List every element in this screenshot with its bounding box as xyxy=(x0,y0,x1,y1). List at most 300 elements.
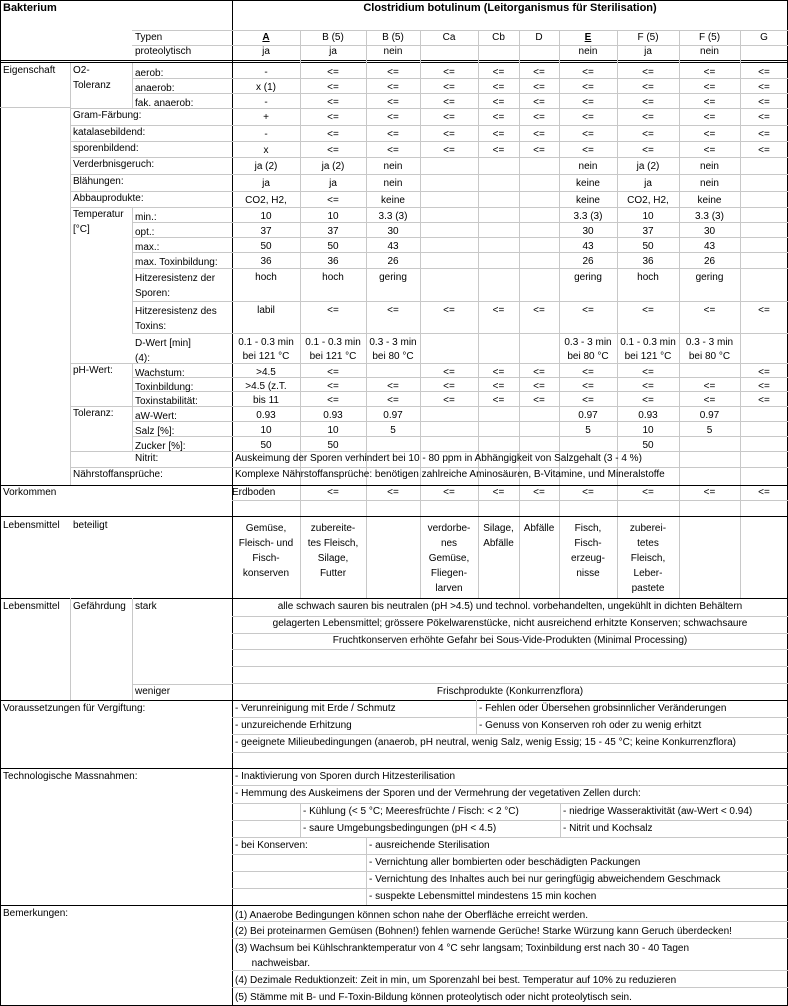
value-cell: ja (2) xyxy=(636,161,660,172)
voraussetzung-item: - Fehlen oder Übersehen grobsinnlicher Veränderungen xyxy=(479,703,727,714)
value-cell: labil xyxy=(257,305,275,316)
property-label: Gram-Färbung: xyxy=(73,110,142,121)
vorkommen-value: <= xyxy=(582,487,594,498)
bemerkung-note: (2) Bei proteinarmen Gemüsen (Bohnen!) fehlen warnende Gerüche! Starke Würzung kann Geruch überdecken! xyxy=(235,926,732,937)
type-header: F (5) xyxy=(637,32,659,43)
value-cell: <= xyxy=(703,129,716,140)
rule-line xyxy=(132,63,133,108)
value-cell: 0.1 - 0.3 min bei 121 °C xyxy=(238,337,294,362)
gefaehrdung-text: gelagerten Lebensmittel; grössere Pökelwarenstücke, nicht ausreichend erhitzte Konserven; schwachsaure xyxy=(272,618,748,629)
rule-line xyxy=(679,485,680,598)
value-cell: <= xyxy=(533,145,545,156)
rule-line xyxy=(70,467,788,468)
vorkommen-value: <= xyxy=(642,487,654,498)
value-cell: - xyxy=(264,97,268,108)
rule-line xyxy=(70,207,132,208)
voraussetzung-item: - unzureichende Erhitzung xyxy=(235,720,352,731)
bemerkung-note: (3) Wachsum bei Kühlschranktemperatur von 4 °C sehr langsam; Toxinbildung erst nach 30 - 40 Tagen nachweisbar. xyxy=(235,943,690,969)
subproperty-label: Hitzeresistenz des Toxins: xyxy=(135,306,217,332)
value-cell: - xyxy=(264,129,268,140)
property-label: Toleranz xyxy=(73,80,111,91)
bemerkungen-label: Bemerkungen: xyxy=(3,908,69,919)
value-cell: nein xyxy=(383,161,403,172)
value-cell: 50 xyxy=(642,440,654,451)
value-cell: <= xyxy=(582,381,594,392)
value-cell: 3.3 (3) xyxy=(378,211,408,222)
konserven-item: - ausreichende Sterilisation xyxy=(369,840,490,851)
value-cell: CO2, H2, xyxy=(627,195,669,206)
value-cell: 37 xyxy=(260,226,272,237)
value-cell: <= xyxy=(758,112,770,123)
beteiligt-value: verdorbe- nes Gemüse, Fliegen- larven xyxy=(427,523,471,594)
weniger-label: weniger xyxy=(135,686,171,697)
bakterium-label: Bakterium xyxy=(3,2,57,14)
value-cell: <= xyxy=(758,97,770,108)
value-cell: <= xyxy=(582,97,594,108)
vorkommen-value: <= xyxy=(443,487,455,498)
vorkommen-value: <= xyxy=(492,487,505,498)
value-cell: <= xyxy=(327,395,339,406)
value-cell: <= xyxy=(327,367,339,378)
rule-line xyxy=(232,854,788,855)
value-cell: hoch xyxy=(255,272,277,283)
vorkommen-value: <= xyxy=(387,487,399,498)
nitrit-label: Nitrit: xyxy=(135,453,159,464)
rule-line xyxy=(0,107,70,108)
value-cell: <= xyxy=(492,367,505,378)
rule-line xyxy=(232,803,788,804)
rule-line xyxy=(0,485,788,486)
value-cell: 36 xyxy=(642,256,654,267)
rule-line xyxy=(519,485,520,598)
value-cell: <= xyxy=(387,97,399,108)
value-cell: 0.3 - 3 min bei 80 °C xyxy=(564,337,612,362)
type-header: F (5) xyxy=(698,32,721,43)
voraussetzungen-label: Voraussetzungen für Vergiftung: xyxy=(3,703,146,714)
value-cell: <= xyxy=(443,367,455,378)
massnahme-item: - Inaktivierung von Sporen durch Hitzesterilisation xyxy=(235,771,456,782)
value-cell: gering xyxy=(695,272,724,283)
subproperty-label: aerob: xyxy=(135,68,164,79)
value-cell: 3.3 (3) xyxy=(695,211,724,222)
value-cell: nein xyxy=(383,178,403,189)
rule-line xyxy=(70,191,788,192)
subproperty-label: D-Wert [min] (4): xyxy=(135,338,191,364)
rule-line xyxy=(366,485,367,598)
rule-line xyxy=(132,30,788,31)
value-cell: <= xyxy=(327,97,339,108)
rule-line xyxy=(70,174,788,175)
value-cell: hoch xyxy=(322,272,344,283)
rule-line xyxy=(70,598,71,700)
subproperty-label: aW-Wert: xyxy=(135,411,177,422)
massnahme-item: - Nitrit und Kochsalz xyxy=(563,823,653,834)
value-cell: 0.3 - 3 min bei 80 °C xyxy=(369,337,417,362)
rule-line xyxy=(132,207,133,333)
property-label: Toleranz: xyxy=(73,408,114,419)
rule-line xyxy=(0,0,788,1)
value-cell: <= xyxy=(443,82,455,93)
value-cell: <= xyxy=(758,145,770,156)
value-cell: <= xyxy=(443,67,455,78)
rule-line xyxy=(232,649,788,650)
subproperty-label: Toxinbildung: xyxy=(135,382,194,393)
proteolytic-value: ja xyxy=(329,46,337,57)
value-cell: <= xyxy=(327,129,339,140)
value-cell: <= xyxy=(327,82,339,93)
value-cell: <= xyxy=(582,112,594,123)
value-cell: <= xyxy=(642,145,654,156)
rule-line xyxy=(0,768,788,769)
value-cell: <= xyxy=(642,129,654,140)
value-cell: <= xyxy=(758,381,770,392)
value-cell: <= xyxy=(758,367,770,378)
value-cell: <= xyxy=(582,145,594,156)
value-cell: keine xyxy=(576,195,600,206)
value-cell: nein xyxy=(700,161,719,172)
konserven-item: - Vernichtung aller bombierten oder beschädigten Packungen xyxy=(369,857,641,868)
lebensmittel-label: Lebensmittel xyxy=(3,601,60,612)
value-cell: <= xyxy=(642,67,654,78)
rule-line xyxy=(232,785,788,786)
value-cell: 3.3 (3) xyxy=(573,211,603,222)
value-cell: >4.5 (z.T. xyxy=(245,381,287,392)
value-cell: 26 xyxy=(703,256,716,267)
value-cell: 0.97 xyxy=(383,410,403,421)
rule-line xyxy=(232,820,788,821)
value-cell: 0.93 xyxy=(256,410,276,421)
value-cell: <= xyxy=(387,381,399,392)
subproperty-label: fak. anaerob: xyxy=(135,98,194,109)
value-cell: <= xyxy=(443,305,455,316)
property-label: O2- xyxy=(73,65,90,76)
type-header: B (5) xyxy=(322,32,344,43)
value-cell: <= xyxy=(492,82,505,93)
value-cell: hoch xyxy=(637,272,659,283)
rule-line xyxy=(132,333,788,334)
rule-line xyxy=(0,516,788,517)
rule-line xyxy=(132,301,788,302)
rule-line xyxy=(0,60,788,61)
value-cell: 26 xyxy=(387,256,399,267)
value-cell: <= xyxy=(533,129,545,140)
value-cell: <= xyxy=(533,381,545,392)
value-cell: <= xyxy=(758,82,770,93)
konserven-label: - bei Konserven: xyxy=(235,840,308,851)
value-cell: <= xyxy=(582,67,594,78)
property-label: sporenbildend: xyxy=(73,143,139,154)
subproperty-label: anaerob: xyxy=(135,83,175,94)
value-cell: <= xyxy=(582,305,594,316)
value-cell: <= xyxy=(492,145,505,156)
proteolytisch-label: proteolytisch xyxy=(135,46,192,57)
value-cell: <= xyxy=(703,97,716,108)
proteolytic-value: ja xyxy=(262,46,270,57)
value-cell: 10 xyxy=(642,425,654,436)
value-cell: <= xyxy=(443,97,455,108)
property-label: katalasebildend: xyxy=(73,127,146,138)
subproperty-label: Toxinstabilität: xyxy=(135,396,198,407)
typen-label: Typen xyxy=(135,32,163,43)
beteiligt-value: Fisch, Fisch- erzeug- nisse xyxy=(571,523,605,579)
subproperty-label: max. Toxinbildung: xyxy=(135,257,218,268)
value-cell: 5 xyxy=(585,425,591,436)
type-header: G xyxy=(760,32,768,43)
value-cell: 10 xyxy=(327,425,339,436)
value-cell: <= xyxy=(642,112,654,123)
nitrit-text: Auskeimung der Sporen verhindert bei 10 - 80 ppm in Abhängigkeit von Salzgehalt (3 - 4 %) xyxy=(235,453,642,464)
value-cell: 0.1 - 0.3 min bei 121 °C xyxy=(305,337,361,362)
subproperty-label: Hitzeresistenz der Sporen: xyxy=(135,273,216,299)
value-cell: <= xyxy=(327,112,339,123)
value-cell: keine xyxy=(697,195,722,206)
value-cell: <= xyxy=(703,82,716,93)
value-cell: 50 xyxy=(260,440,272,451)
rule-line xyxy=(560,803,561,837)
value-cell: 36 xyxy=(327,256,339,267)
rule-line xyxy=(0,700,788,701)
gefaehrdung-label: Gefährdung xyxy=(73,601,126,612)
value-cell: <= xyxy=(492,67,505,78)
voraussetzung-item: - Verunreinigung mit Erde / Schmutz xyxy=(235,703,396,714)
value-cell: 50 xyxy=(327,241,339,252)
beteiligt-value: Silage, Abfälle xyxy=(483,523,514,549)
value-cell: 30 xyxy=(387,226,399,237)
type-header: A xyxy=(262,32,270,43)
value-cell: x (1) xyxy=(256,82,276,93)
rule-line xyxy=(300,803,301,837)
proteolytic-value: nein xyxy=(700,46,719,57)
value-cell: + xyxy=(263,112,269,123)
value-cell: gering xyxy=(379,272,407,283)
beteiligt-value: zubereite- tes Fleisch, Silage, Futter xyxy=(307,523,359,579)
value-cell: <= xyxy=(387,305,399,316)
voraussetzung-item: - geeignete Milieubedingungen (anaerob, pH neutral, wenig Salz, wenig Essig; 15 - 45 °C; keine Konkurrenzflora) xyxy=(235,737,736,748)
value-cell: 50 xyxy=(642,241,654,252)
beteiligt-value: Gemüse, Fleisch- und Fisch- konserven xyxy=(238,523,294,579)
value-cell: <= xyxy=(327,381,339,392)
value-cell: 43 xyxy=(582,241,594,252)
value-cell: 30 xyxy=(703,226,716,237)
value-cell: <= xyxy=(533,82,545,93)
value-cell: 0.3 - 3 min bei 80 °C xyxy=(685,337,734,362)
massnahme-item: - Kühlung (< 5 °C; Meeresfrüchte / Fisch: < 2 °C) xyxy=(303,806,519,817)
value-cell: 50 xyxy=(260,241,272,252)
value-cell: 5 xyxy=(390,425,396,436)
value-cell: >4.5 xyxy=(256,367,276,378)
beteiligt-label: beteiligt xyxy=(73,520,108,531)
type-header: B (5) xyxy=(382,32,404,43)
rule-line xyxy=(132,684,232,685)
value-cell: <= xyxy=(642,367,654,378)
value-cell: <= xyxy=(492,395,505,406)
value-cell: <= xyxy=(758,395,770,406)
value-cell: 0.1 - 0.3 min bei 121 °C xyxy=(620,337,676,362)
rule-line xyxy=(740,485,741,598)
value-cell: 10 xyxy=(260,425,272,436)
proteolytic-value: nein xyxy=(383,46,403,57)
value-cell: <= xyxy=(387,82,399,93)
value-cell: <= xyxy=(642,381,654,392)
rule-line xyxy=(366,837,367,905)
page-title: Clostridium botulinum (Leitorganismus für Sterilisation) xyxy=(363,2,657,14)
value-cell: 10 xyxy=(260,211,272,222)
naehrstoff-text: Komplexe Nährstoffansprüche: benötigen zahlreiche Aminosäuren, B-Vitamine, und Mineralstoffe xyxy=(235,469,665,480)
vorkommen-value: <= xyxy=(533,487,545,498)
stark-label: stark xyxy=(135,601,157,612)
value-cell: <= xyxy=(387,67,399,78)
value-cell: gering xyxy=(574,272,602,283)
value-cell: 0.97 xyxy=(699,410,720,421)
value-cell: keine xyxy=(381,195,405,206)
value-cell: 5 xyxy=(706,425,713,436)
value-cell: <= xyxy=(703,395,716,406)
subproperty-label: min.: xyxy=(135,212,157,223)
value-cell: nein xyxy=(578,161,598,172)
value-cell: <= xyxy=(492,381,505,392)
rule-line xyxy=(232,500,788,501)
bemerkung-note: (1) Anaerobe Bedingungen können schon nahe der Oberfläche erreicht werden. xyxy=(235,910,589,921)
vorkommen-value: <= xyxy=(327,487,339,498)
value-cell: <= xyxy=(443,395,455,406)
property-label: [°C] xyxy=(73,224,90,235)
massnahmen-label: Technologische Massnahmen: xyxy=(3,771,138,782)
value-cell: <= xyxy=(327,305,339,316)
subproperty-label: Wachstum: xyxy=(135,368,185,379)
rule-line xyxy=(232,752,788,753)
rule-line xyxy=(232,683,788,684)
konserven-item: - suspekte Lebensmittel mindestens 15 min kochen xyxy=(369,891,597,902)
value-cell: <= xyxy=(492,97,505,108)
rule-line xyxy=(70,63,71,485)
value-cell: ja xyxy=(329,178,337,189)
bemerkung-note: (5) Stämme mit B- und F-Toxin-Bildung können proteolytisch oder nicht proteolytisch sein. xyxy=(235,992,632,1003)
value-cell: <= xyxy=(387,129,399,140)
value-cell: x xyxy=(263,145,269,156)
value-cell: 0.97 xyxy=(578,410,598,421)
property-label: Abbauprodukte: xyxy=(73,193,144,204)
value-cell: ja xyxy=(262,178,270,189)
value-cell: <= xyxy=(327,195,339,206)
voraussetzung-item: - Genuss von Konserven roh oder zu wenig erhitzt xyxy=(479,720,702,731)
type-header: Ca xyxy=(442,32,456,43)
lebensmittel-label: Lebensmittel xyxy=(3,520,60,531)
vorkommen-value: <= xyxy=(703,487,716,498)
subproperty-label: opt.: xyxy=(135,227,155,238)
value-cell: 0.93 xyxy=(638,410,658,421)
rule-line xyxy=(0,905,788,906)
subproperty-label: Zucker [%]: xyxy=(135,441,186,452)
massnahme-item: - Hemmung des Auskeimens der Sporen und der Vermehrung der vegetativen Zellen durch: xyxy=(235,788,641,799)
value-cell: 37 xyxy=(327,226,339,237)
value-cell: 37 xyxy=(642,226,654,237)
value-cell: <= xyxy=(642,97,654,108)
value-cell: 43 xyxy=(387,241,399,252)
vorkommen-value: Erdboden xyxy=(232,487,276,498)
property-label: Temperatur xyxy=(73,209,124,220)
vorkommen-label: Vorkommen xyxy=(3,487,57,498)
value-cell: ja (2) xyxy=(321,161,345,172)
value-cell: <= xyxy=(533,67,545,78)
value-cell: 10 xyxy=(327,211,339,222)
property-label: Blähungen: xyxy=(73,176,124,187)
value-cell: <= xyxy=(582,82,594,93)
value-cell: <= xyxy=(492,129,505,140)
value-cell: <= xyxy=(387,395,399,406)
value-cell: <= xyxy=(582,367,594,378)
type-header: Cb xyxy=(492,32,505,43)
rule-line xyxy=(0,598,788,599)
value-cell: <= xyxy=(703,145,716,156)
subproperty-label: max.: xyxy=(135,242,160,253)
value-cell: <= xyxy=(387,145,399,156)
value-cell: <= xyxy=(387,112,399,123)
rule-line xyxy=(0,62,788,63)
subproperty-label: Salz [%]: xyxy=(135,426,175,437)
value-cell: <= xyxy=(642,395,654,406)
value-cell: CO2, H2, xyxy=(245,195,287,206)
gefaehrdung-text: Fruchtkonserven erhöhte Gefahr bei Sous-Vide-Produkten (Minimal Processing) xyxy=(332,635,688,646)
value-cell: <= xyxy=(533,305,545,316)
value-cell: <= xyxy=(703,112,716,123)
value-cell: <= xyxy=(443,145,455,156)
rule-line xyxy=(232,666,788,667)
beteiligt-value: zuberei- tetes Fleisch, Leber- pastete xyxy=(629,523,667,594)
section-label: Eigenschaft xyxy=(3,65,56,76)
value-cell: <= xyxy=(582,129,594,140)
value-cell: <= xyxy=(492,112,505,123)
value-cell: <= xyxy=(327,67,339,78)
value-cell: 10 xyxy=(642,211,654,222)
konserven-item: - Vernichtung des Inhaltes auch bei nur geringfügig abweichendem Geschmack xyxy=(369,874,721,885)
rule-line xyxy=(232,888,788,889)
massnahme-item: - saure Umgebungsbedingungen (pH < 4.5) xyxy=(303,823,497,834)
value-cell: <= xyxy=(533,112,545,123)
value-cell: <= xyxy=(758,305,770,316)
value-cell: 30 xyxy=(582,226,594,237)
value-cell: 43 xyxy=(703,241,716,252)
weniger-text: Frischprodukte (Konkurrenzflora) xyxy=(436,686,584,697)
type-header: E xyxy=(584,32,592,43)
rule-line xyxy=(232,837,788,838)
naehrstoff-label: Nährstoffansprüche: xyxy=(73,469,163,480)
gefaehrdung-text: alle schwach sauren bis neutralen (pH >4.5) und technol. vorbehandelten, ungekühlt in dichten Behältern xyxy=(277,601,743,612)
value-cell: <= xyxy=(758,129,770,140)
value-cell: bis 11 xyxy=(253,395,279,406)
value-cell: 50 xyxy=(327,440,339,451)
value-cell: ja (2) xyxy=(254,161,278,172)
value-cell: <= xyxy=(703,381,716,392)
massnahme-item: - niedrige Wasseraktivität (aw-Wert < 0.94) xyxy=(563,806,753,817)
proteolytic-value: nein xyxy=(578,46,598,57)
value-cell: <= xyxy=(443,129,455,140)
property-label: pH-Wert: xyxy=(73,365,113,376)
value-cell: <= xyxy=(443,112,455,123)
value-cell: <= xyxy=(533,395,545,406)
value-cell: <= xyxy=(533,367,545,378)
value-cell: ja xyxy=(644,178,652,189)
value-cell: <= xyxy=(703,305,716,316)
value-cell: 0.93 xyxy=(323,410,343,421)
bemerkung-note: (4) Dezimale Reduktionzeit: Zeit in min, um Sporenzahl bei best. Temperatur auf 10% zu reduzieren xyxy=(235,975,677,986)
value-cell: <= xyxy=(582,395,594,406)
value-cell: nein xyxy=(700,178,719,189)
proteolytic-value: ja xyxy=(644,46,652,57)
value-cell: <= xyxy=(703,67,716,78)
value-cell: 36 xyxy=(260,256,272,267)
value-cell: <= xyxy=(327,145,339,156)
value-cell: <= xyxy=(533,97,545,108)
